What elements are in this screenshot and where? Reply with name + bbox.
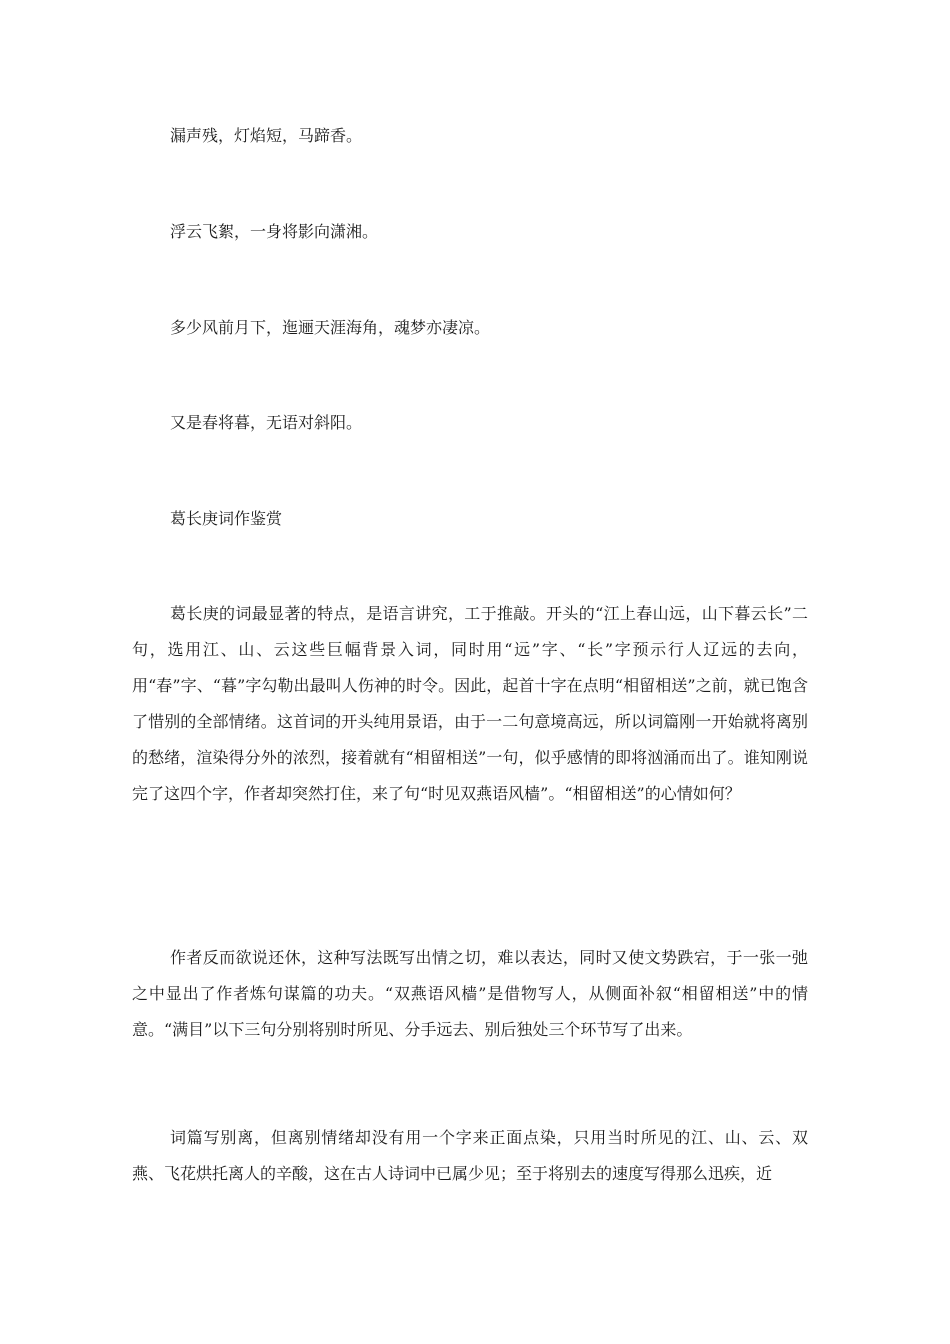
poem-line: 多少风前月下，迤逦天涯海角，魂梦亦凄凉。 [170,318,491,337]
body-paragraph: 葛长庚的词最显著的特点，是语言讲究，工于推敲。开头的“江上春山远，山下暮云长”二句，选用江、山、云这些巨幅背景入词，同时用“远”字、“长”字预示行人辽远的去向，用“春”字、“暮”字勾勒出最叫人伤神的时令。因此，起首十字在点明“相留相送”之前，就已饱含了惜别的全部情绪。这首词的开头纯用景语，由于一二句意境高远，所以词篇刚一开始就将离别的愁绪，渲染得分外的浓烈，接着就有“相留相送”一句，似乎感情的即将汹涌而出了。谁知刚说完了这四个字，作者却突然打住，来了句“时见双燕语风樯”。“相留相送”的心情如何？ [132,604,808,803]
body-paragraph: 词篇写别离，但离别情绪却没有用一个字来正面点染，只用当时所见的江、山、云、双燕、飞花烘托离人的辛酸，这在古人诗词中已属少见；至于将别去的速度写得那么迅疾，近 [132,1128,808,1183]
poem-line: 漏声残，灯焰短，马蹄香。 [170,126,363,145]
body-paragraph: 作者反而欲说还休，这种写法既写出情之切，难以表达，同时又使文势跌宕，于一张一弛之中显出了作者炼句谋篇的功夫。“双燕语风樯”是借物写人，从侧面补叙“相留相送”中的情意。“满目”以下三句分别将别时所见、分手远去、别后独处三个环节写了出来。 [132,948,808,1039]
poem-line: 浮云飞絮，一身将影向潇湘。 [170,222,379,241]
poem-line: 又是春将暮，无语对斜阳。 [170,413,363,432]
section-title: 葛长庚词作鉴赏 [170,509,283,528]
